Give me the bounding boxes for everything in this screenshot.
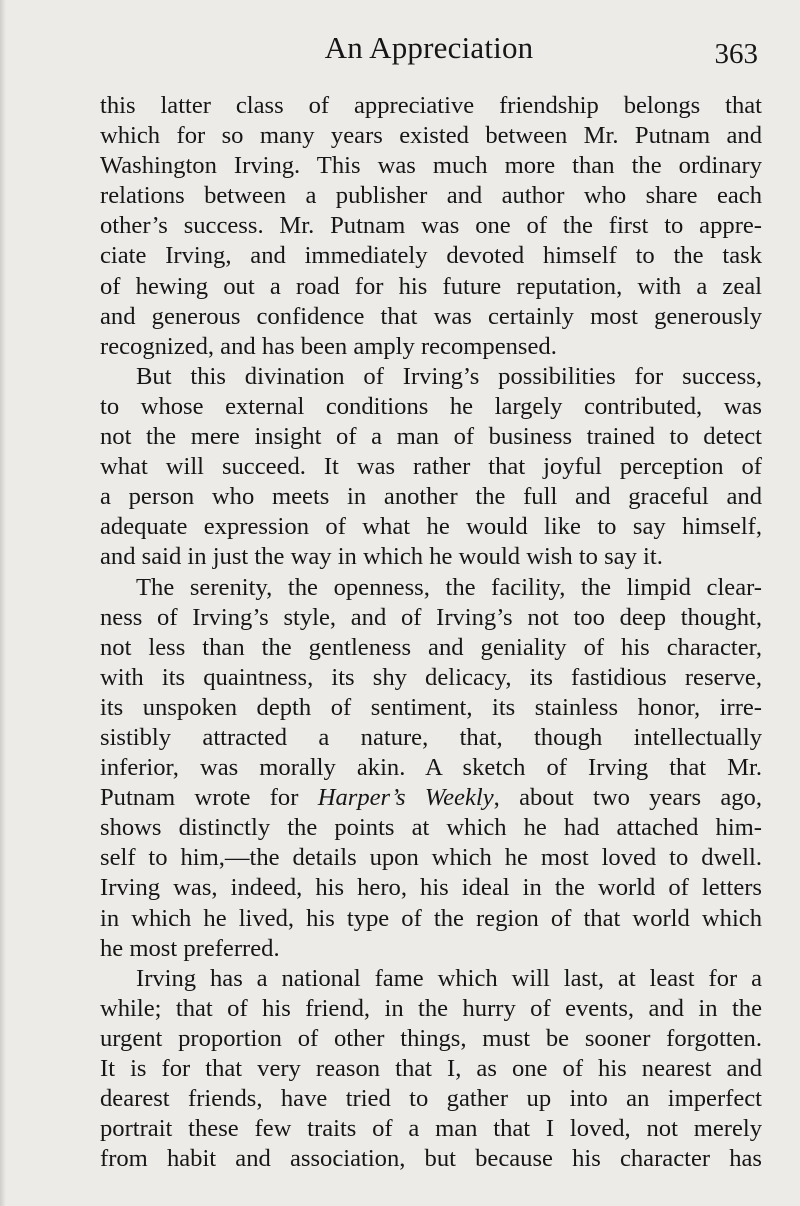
- text-line: he most preferred.: [100, 934, 280, 962]
- paragraph: [100, 91, 762, 362]
- page-number: 363: [714, 38, 758, 70]
- text-line: It is for that very reason that I, as one of his nearest and: [100, 1055, 762, 1082]
- text-line: The serenity, the openness, the facility, the limpid clear-: [136, 573, 762, 601]
- text-line: with its quaintness, its shy delicacy, its fastidious reserve,: [100, 663, 762, 691]
- text-line: Irving was, indeed, his hero, his ideal in the world of letters: [100, 874, 762, 902]
- text-line: what will succeed. It was rather that joyful perception of: [100, 453, 762, 481]
- running-title: An Appreciation: [324, 30, 534, 65]
- text-line: recognized, and has been amply recompensed.: [100, 332, 557, 360]
- text-line: of hewing out a road for his future reputation, with a zeal: [100, 272, 762, 300]
- text-line: other’s success. Mr. Putnam was one of the first to appre-: [100, 212, 762, 240]
- text-line: ciate Irving, and immediately devoted himself to the task: [100, 242, 762, 270]
- text-line: Washington Irving. This was much more than the ordinary: [100, 152, 762, 180]
- text-line: self to him,—the details upon which he most loved to dwell.: [100, 844, 762, 872]
- text-line: dearest friends, have tried to gather up into an imperfect: [100, 1085, 762, 1113]
- text-line: shows distinctly the points at which he had attached him-: [100, 814, 762, 842]
- text-line: not less than the gentleness and geniality of his character,: [100, 633, 762, 661]
- text-segment: Putnam wrote for: [100, 784, 299, 812]
- paragraph: [100, 362, 762, 573]
- text-line: adequate expression of what he would like to say himself,: [100, 513, 762, 541]
- text-line: this latter class of appreciative friendship belongs that: [100, 92, 762, 119]
- text-line: while; that of his friend, in the hurry of events, and in the: [100, 994, 762, 1022]
- text-line: not the mere insight of a man of business trained to detect: [100, 423, 762, 451]
- text-line: sistibly attracted a nature, that, though intellectually: [100, 723, 762, 751]
- text-line: in which he lived, his type of the region of that world which: [100, 904, 762, 932]
- text-line: a person who meets in another the full and graceful and: [100, 483, 762, 511]
- text-line-with-italic: [100, 783, 762, 813]
- text-line: Irving has a national fame which will last, at least for a: [136, 964, 762, 992]
- running-head: [0, 28, 800, 74]
- text-line: and generous confidence that was certainly most generously: [100, 302, 762, 330]
- text-line: its unspoken depth of sentiment, its stainless honor, irre-: [100, 693, 762, 721]
- text-line: portrait these few traits of a man that I loved, not merely: [100, 1115, 762, 1143]
- text-line: ness of Irving’s style, and of Irving’s not too deep thought,: [100, 603, 762, 631]
- text-line: inferior, was morally akin. A sketch of Irving that Mr.: [100, 754, 762, 782]
- paragraph: [100, 573, 762, 964]
- paragraph: [100, 964, 762, 1175]
- text-line: from habit and association, but because his character has: [100, 1145, 762, 1173]
- italic-title: Harper’s Weekly: [317, 784, 494, 812]
- text-line: relations between a publisher and author who share each: [100, 182, 762, 210]
- text-line: But this divination of Irving’s possibilities for success,: [136, 362, 762, 390]
- body-text: [100, 91, 762, 1174]
- text-segment: , about two years ago,: [493, 784, 763, 812]
- text-line: to whose external conditions he largely contributed, was: [100, 392, 762, 420]
- text-line: and said in just the way in which he would wish to say it.: [100, 543, 663, 571]
- text-line: urgent proportion of other things, must be sooner forgotten.: [100, 1024, 762, 1052]
- text-line: which for so many years existed between Mr. Putnam and: [100, 122, 762, 150]
